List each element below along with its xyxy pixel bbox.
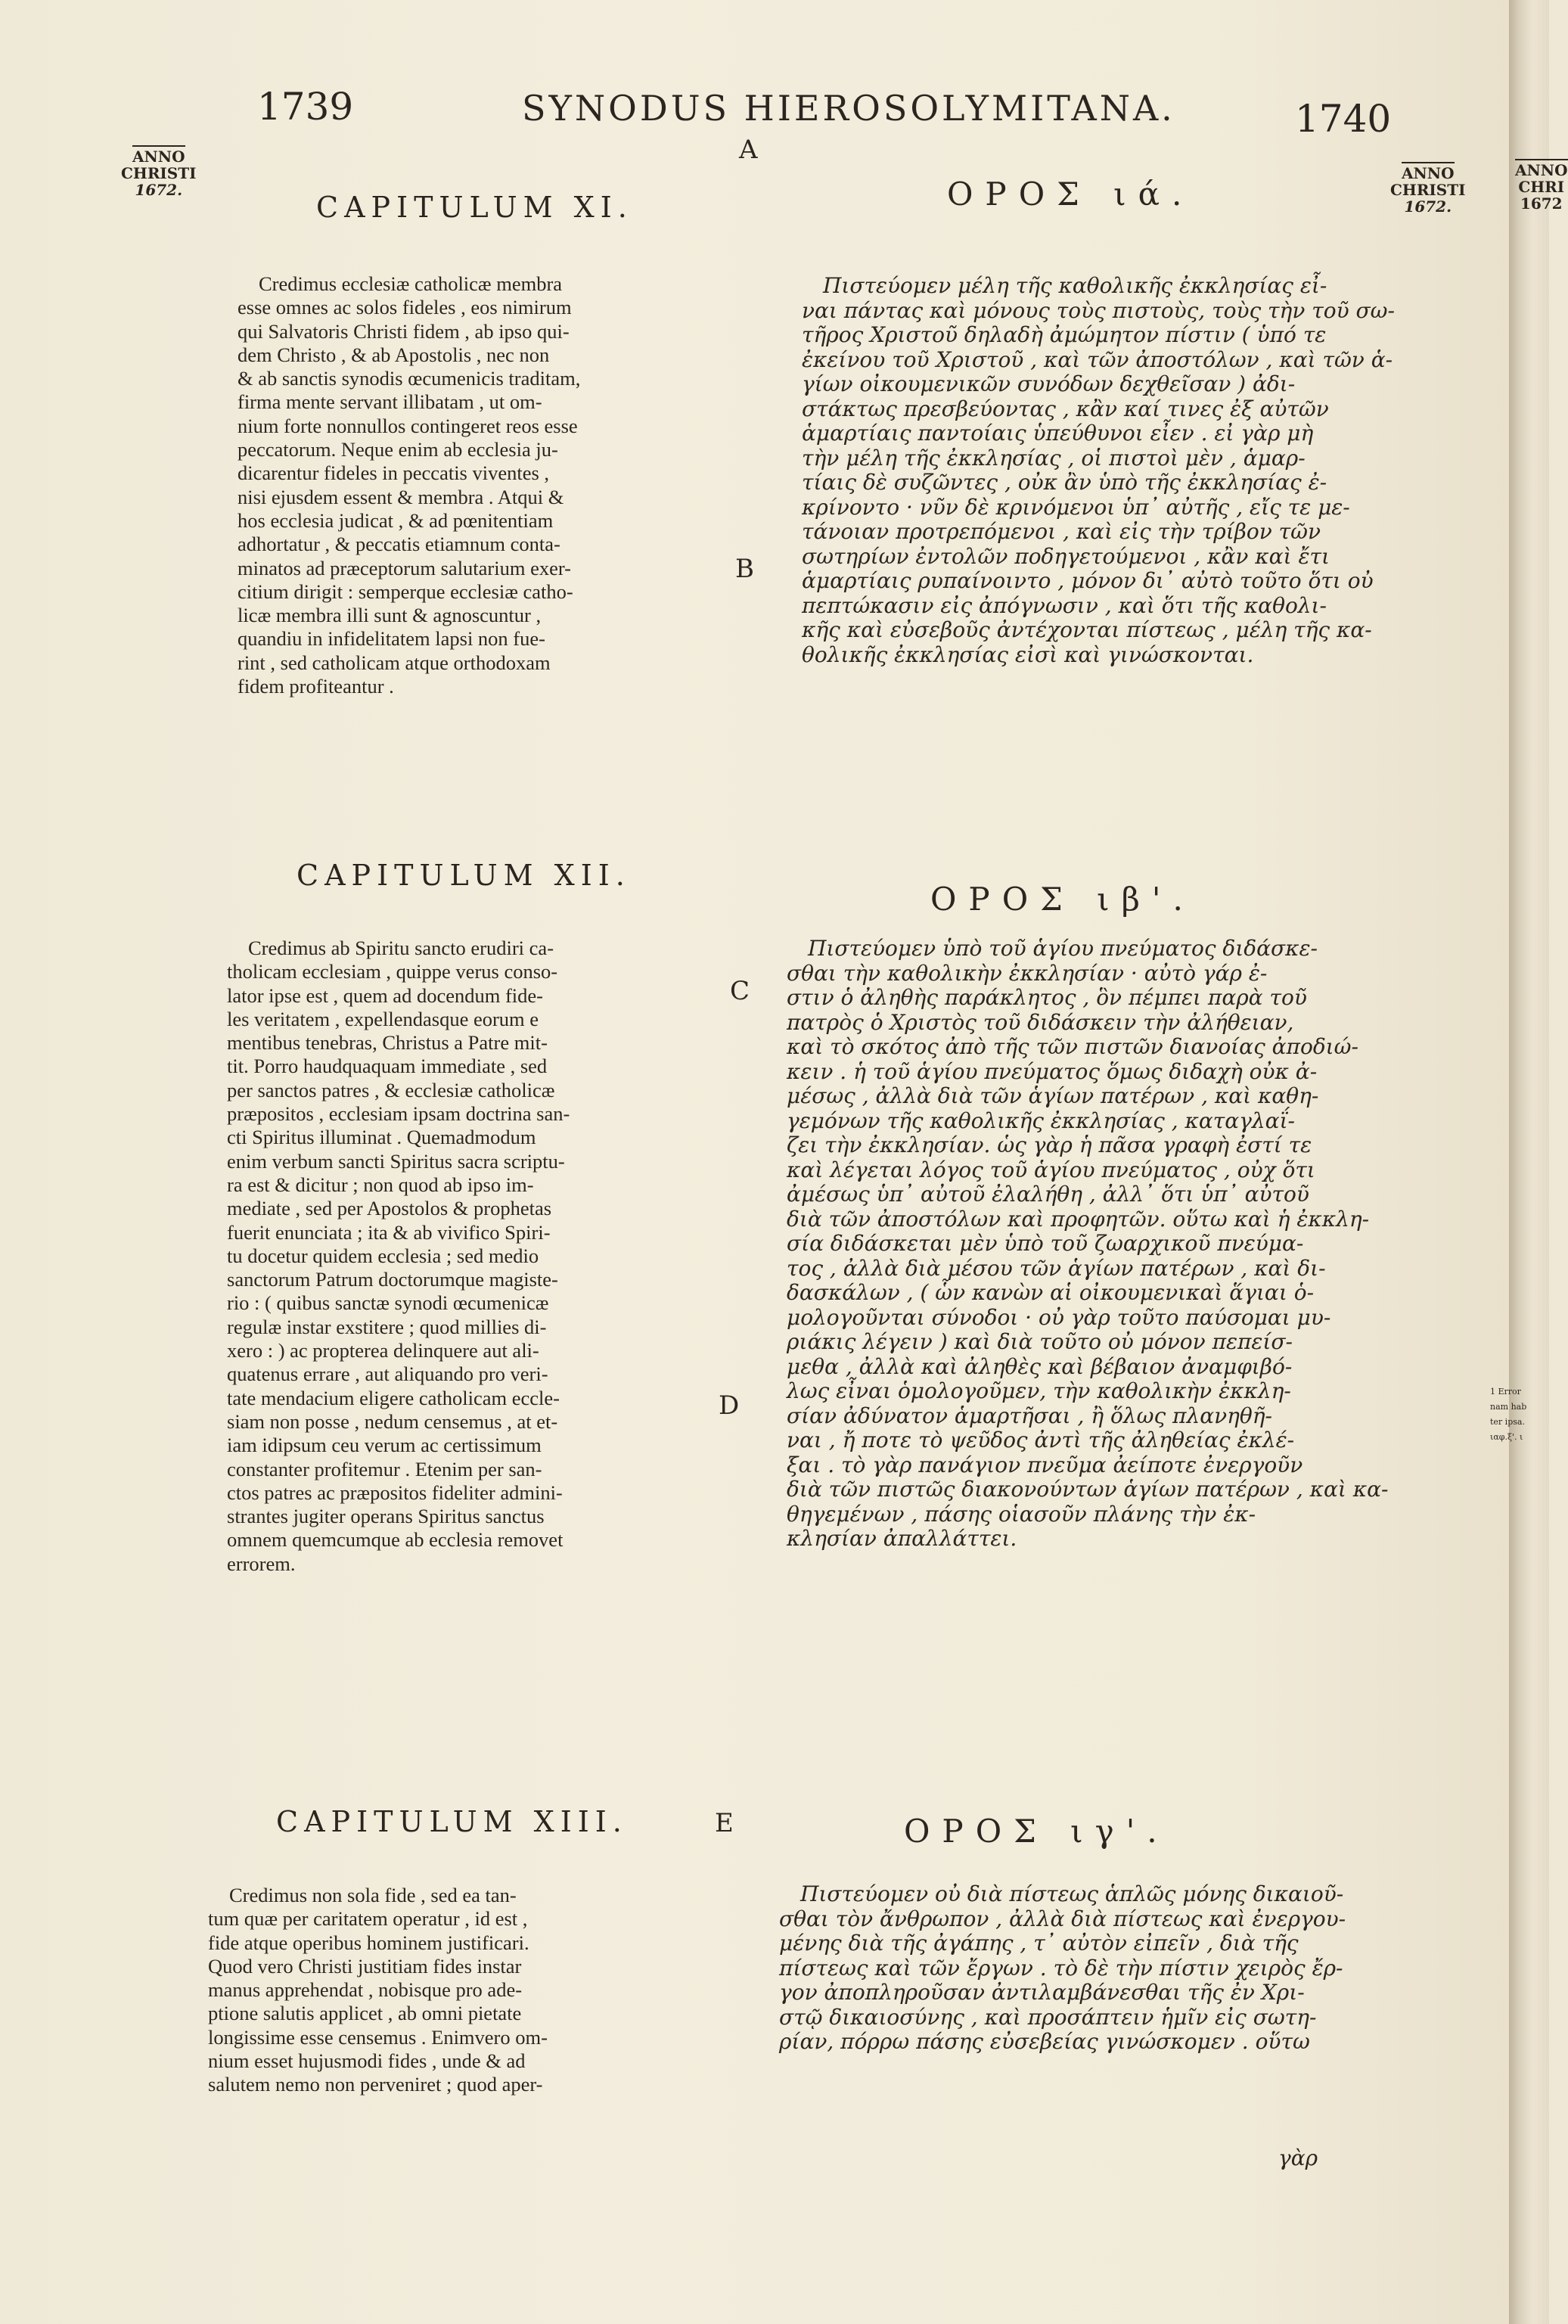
latin-cap11-line: nisi ejusdem essent & membra . Atqui &: [238, 485, 564, 508]
greek-oros13-line: πίστεως καὶ τῶν ἔργων . τὸ δὲ τὴν πίστιν χειρὸς ἔρ-: [779, 1955, 1343, 1981]
latin-cap12-line: per sanctos patres , & ecclesiæ catholicæ: [227, 1078, 555, 1101]
latin-cap12-line: præpositos , ecclesiam ipsam doctrina san-: [227, 1102, 570, 1126]
anno-christi-left: ANNO CHRISTI 1672.: [121, 145, 196, 198]
greek-oros12-line: διὰ τῶν ἀποστόλων καὶ προφητῶν. οὕτω καὶ ἡ ἐκκλη-: [787, 1206, 1370, 1232]
latin-cap12-line: quatenus errare , aut aliquando pro veri-: [227, 1362, 548, 1386]
marker-b: B: [735, 554, 754, 584]
greek-oros12-line: σθαι τὴν καθολικὴν ἐκκλησίαν · αὐτὸ γάρ ἐ-: [787, 960, 1268, 986]
latin-cap12-line: siam non posse , nedum censemus , at et-: [227, 1409, 558, 1433]
latin-cap12-line: tholicam ecclesiam , quippe verus conso-: [227, 960, 558, 983]
greek-oros12-line: σία διδάσκεται μὲν ὑπὸ τοῦ ζωαρχικοῦ πνεύμα-: [787, 1231, 1304, 1256]
heading-oros-12: ΟΡΟΣ ιβ'.: [930, 881, 1195, 918]
greek-oros11-line: τάνοιαν προτρεπόμενοι , καὶ εἰς τὴν τρίβον τῶν: [802, 519, 1321, 544]
latin-cap12-line: tu docetur quidem ecclesia ; sed medio: [227, 1244, 539, 1267]
greek-oros12-line: στιν ὁ ἀληθὴς παράκλητος , ὃν πέμπει παρὰ τοῦ: [787, 985, 1307, 1010]
greek-oros11-line: κῆς καὶ εὐσεβοῦς ἀντέχονται πίστεως , μέλη τῆς κα-: [802, 617, 1372, 642]
greek-oros12-line: ἀμέσως ὑπ᾽ αὐτοῦ ἐλαλήθη , ἀλλ᾽ ὅτι ὑπ᾽ αὐτοῦ: [787, 1182, 1309, 1207]
latin-cap11-line: nium forte nonnullos contingeret reos esse: [238, 414, 578, 437]
latin-cap13-line: fide atque operibus hominem justificari.: [208, 1931, 529, 1954]
latin-cap11-line: firma mente servant illibatam , ut om-: [238, 390, 542, 414]
greek-oros11-line: ἁμαρτίαις ρυπαίνοιντο , μόνον δι᾽ αὐτὸ τοῦτο ὅτι οὐ: [802, 568, 1374, 593]
greek-oros12-line: θηγεμένων , πάσης οἱασοῦν πλάνης τὴν ἐκ-: [787, 1501, 1256, 1527]
greek-oros12-line: δασκάλων , ( ὧν κανὼν αἱ οἰκουμενικαὶ ἅγιαι ὁ-: [787, 1280, 1315, 1305]
marker-e: E: [715, 1808, 734, 1838]
heading-capitulum-xiii: CAPITULUM XIII.: [276, 1805, 628, 1838]
greek-oros11-line: ἐκείνου τοῦ Χριστοῦ , καὶ τῶν ἀποστόλων , καὶ τῶν ἁ-: [802, 346, 1393, 372]
latin-cap11-line: quandiu in infidelitatem lapsi non fue-: [238, 627, 545, 651]
greek-oros13-line: Πιστεύομεν οὐ διὰ πίστεως ἁπλῶς μόνης δικαιοῦ-: [800, 1881, 1344, 1906]
latin-cap13-line: manus apprehendat , nobisque pro ade-: [208, 1978, 523, 2002]
greek-oros12-line: γεμόνων τῆς καθολικῆς ἐκκλησίας , καταγλαΐ-: [787, 1108, 1296, 1133]
running-title: SYNODUS HIEROSOLYMITANA.: [522, 88, 1175, 129]
greek-oros11-line: κρίνοντο · νῦν δὲ κρινόμενοι ὑπ᾽ αὐτῆς , εἴς τε με-: [802, 494, 1350, 520]
marker-c: C: [730, 976, 750, 1006]
latin-cap11-line: qui Salvatoris Christi fidem , ab ipso qui-: [238, 319, 570, 343]
greek-oros11-line: Πιστεύομεν μέλη τῆς καθολικῆς ἐκκλησίας εἶ-: [823, 273, 1327, 298]
greek-oros12-line: Πιστεύομεν ὑπὸ τοῦ ἁγίου πνεύματος διδάσκε-: [808, 936, 1318, 961]
greek-oros12-line: μέσως , ἀλλὰ διὰ τῶν ἁγίων πατέρων , καὶ καθη-: [787, 1083, 1319, 1108]
greek-text-oros12: [787, 937, 1399, 1552]
greek-oros11-line: θολικῆς ἐκκλησίας εἰσὶ καὶ γινώσκονται.: [802, 642, 1254, 667]
greek-oros12-line: κειν . ἡ τοῦ ἁγίου πνεύματος ὅμως διδαχὴ οὐκ ἀ-: [787, 1058, 1318, 1084]
latin-text-cap11: [238, 272, 725, 698]
latin-cap12-line: xero : ) ac propterea delinquere aut ali-: [227, 1339, 539, 1362]
page-number-right: 1740: [1295, 97, 1392, 141]
margin-note-line: nam hab: [1490, 1402, 1527, 1412]
greek-oros13-line: ρίαν, πόρρω πάσης εὐσεβείας γινώσκομεν . οὕτω: [779, 2029, 1310, 2054]
greek-oros11-line: στάκτως πρεσβεύοντας , κἂν καί τινες ἐξ αὐτῶν: [802, 396, 1329, 421]
greek-oros11-line: πεπτώκασιν εἰς ἀπόγνωσιν , καὶ ὅτι τῆς καθολι-: [802, 592, 1327, 618]
greek-text-oros11: [802, 274, 1407, 667]
anno-christi-right: ANNO CHRISTI 1672.: [1390, 162, 1465, 215]
latin-cap11-line: Credimus ecclesiæ catholicæ membra: [259, 272, 563, 295]
greek-oros13-line: μένης διὰ τῆς ἀγάπης , τ᾽ αὐτὸν εἰπεῖν , διὰ τῆς: [779, 1931, 1299, 1956]
latin-cap12-line: mentibus tenebras, Christus a Patre mit-: [227, 1031, 548, 1055]
greek-oros11-line: τὴν μέλη τῆς ἐκκλησίας , οἱ πιστοὶ μὲν , ἁμαρ-: [802, 445, 1306, 471]
latin-cap11-line: & ab sanctis synodis œcumenicis traditam,: [238, 367, 581, 390]
latin-cap12-line: strantes jugiter operans Spiritus sanctus: [227, 1505, 545, 1528]
book-spine: [1509, 0, 1568, 2324]
spine-anno: ANNO CHRI 1672: [1515, 159, 1568, 212]
latin-cap11-line: dem Christo , & ab Apostolis , nec non: [238, 343, 550, 366]
page-number-left: 1739: [257, 85, 354, 129]
heading-oros-13: ΟΡΟΣ ιγ'.: [904, 1813, 1169, 1850]
latin-cap12-line: iam idipsum ceu verum ac certissimum: [227, 1434, 542, 1457]
latin-cap12-line: regulæ instar exstitere ; quod millies di-: [227, 1315, 547, 1338]
greek-oros13-line: γον ἀποπληροῦσαν ἀντιλαμβάνεσθαι τῆς ἐν Χρι-: [779, 1980, 1305, 2005]
latin-cap12-line: les veritatem , expellendasque eorum e: [227, 1007, 539, 1030]
greek-oros12-line: τος , ἀλλὰ διὰ μέσου τῶν ἁγίων πατέρων , καὶ δι-: [787, 1255, 1326, 1281]
latin-cap12-line: ctos patres ac præpositos fideliter admini-: [227, 1480, 563, 1504]
latin-text-cap12: [227, 937, 715, 1576]
latin-cap12-line: Credimus ab Spiritu sancto erudiri ca-: [248, 937, 554, 959]
latin-cap13-line: Quod vero Christi justitiam fides instar: [208, 1954, 522, 1978]
latin-text-cap13: [208, 1884, 700, 2097]
margin-note-line: 1 Error: [1490, 1387, 1521, 1397]
margin-note-line: ter ipsa.: [1490, 1417, 1525, 1427]
greek-oros13-line: στῷ δικαιοσύνης , καὶ προσάπτειν ἡμῖν εἰς σωτη-: [779, 2004, 1317, 2030]
greek-oros11-line: σωτηρίων ἐντολῶν ποδηγετούμενοι , κἂν καὶ ἔτι: [802, 543, 1330, 569]
latin-cap12-line: fuerit enunciata ; ita & ab vivifico Spiri-: [227, 1220, 551, 1244]
latin-cap13-line: salutem nemo non perveniret ; quod aper-: [208, 2073, 543, 2096]
latin-cap11-line: peccatorum. Neque enim ab ecclesia ju-: [238, 438, 558, 461]
latin-cap12-line: rio : ( quibus sanctæ synodi œcumenicæ: [227, 1291, 549, 1315]
greek-oros12-line: ξαι . τὸ γὰρ πανάγιον πνεῦμα ἀείποτε ἐνεργοῦν: [787, 1452, 1303, 1477]
greek-oros12-line: κλησίαν ἀπαλλάττει.: [787, 1526, 1017, 1551]
latin-cap11-line: minatos ad præceptorum salutarium exer-: [238, 556, 572, 579]
margin-notes: [1490, 1384, 1526, 1445]
latin-cap12-line: sanctorum Patrum doctorumque magiste-: [227, 1268, 558, 1291]
latin-cap12-line: cti Spiritus illuminat . Quemadmodum: [227, 1126, 536, 1149]
latin-cap11-line: esse omnes ac solos fideles , eos nimirum: [238, 296, 572, 319]
latin-cap11-line: dicarentur fideles in peccatis viventes ,: [238, 461, 550, 485]
greek-oros11-line: ἁμαρτίαις παντοίαις ὑπεύθυνοι εἶεν . εἰ γὰρ μὴ: [802, 421, 1314, 446]
heading-oros-11: ΟΡΟΣ ιά.: [947, 176, 1194, 213]
greek-oros12-line: μεθα , ἀλλὰ καὶ ἀληθὲς καὶ βέβαιον ἀναμφιβό-: [787, 1353, 1293, 1379]
greek-oros12-line: λως εἶναι ὁμολογοῦμεν, τὴν καθολικὴν ἐκκλη-: [787, 1378, 1291, 1403]
latin-cap11-line: licæ membra illi sunt & agnoscuntur ,: [238, 604, 542, 627]
greek-oros12-line: ζει τὴν ἐκκλησίαν. ὡς γὰρ ἡ πᾶσα γραφὴ ἐστί τε: [787, 1132, 1312, 1157]
latin-cap12-line: omnem quemcumque ab ecclesia removet: [227, 1528, 564, 1552]
greek-oros12-line: σίαν ἀδύνατον ἁμαρτῆσαι , ἢ ὅλως πλανηθῆ-: [787, 1403, 1272, 1428]
greek-oros12-line: πατρὸς ὁ Χριστὸς τοῦ διδάσκειν τὴν ἀλήθειαν,: [787, 1009, 1294, 1035]
latin-cap12-line: tate mendacium eligere catholicam eccle-: [227, 1386, 560, 1409]
latin-cap13-line: Credimus non sola fide , sed ea tan-: [229, 1884, 517, 1906]
greek-oros11-line: τῆρος Χριστοῦ δηλαδὴ ἀμώμητον πίστιν ( ὑπό τε: [802, 322, 1327, 347]
latin-cap13-line: longissime esse censemus . Enimvero om-: [208, 2025, 548, 2049]
marker-a: A: [739, 135, 758, 165]
latin-cap12-line: errorem.: [227, 1552, 296, 1575]
latin-cap11-line: rint , sed catholicam atque orthodoxam: [238, 651, 551, 674]
heading-capitulum-xi: CAPITULUM XI.: [316, 191, 633, 224]
greek-oros12-line: διὰ τῶν πιστῶς διακονούντων ἁγίων πατέρων , καὶ κα-: [787, 1477, 1389, 1502]
greek-oros12-line: καὶ λέγεται λόγος τοῦ ἁγίου πνεύματος , οὐχ ὅτι: [787, 1157, 1315, 1182]
greek-oros13-line: σθαι τὸν ἄνθρωπον , ἀλλὰ διὰ πίστεως καὶ ἐνεργου-: [779, 1906, 1346, 1931]
latin-cap12-line: lator ipse est , quem ad docendum fide-: [227, 983, 543, 1007]
latin-cap12-line: ra est & dicitur ; non quod ab ipso im-: [227, 1173, 534, 1196]
marker-d: D: [719, 1390, 740, 1421]
heading-capitulum-xii: CAPITULUM XII.: [297, 859, 631, 892]
latin-cap13-line: ptione salutis applicet , ab omni pietate: [208, 2002, 522, 2025]
greek-oros12-line: μολογοῦνται σύνοδοι · οὐ γὰρ τοῦτο παύσομαι μυ-: [787, 1304, 1331, 1330]
latin-cap12-line: enim verbum sancti Spiritus sacra scriptu-: [227, 1149, 565, 1173]
latin-cap13-line: tum quæ per caritatem operatur , id est ,: [208, 1907, 528, 1931]
latin-cap11-line: adhortatur , & peccatis etiamnum conta-: [238, 533, 560, 556]
greek-oros12-line: ναι , ἤ ποτε τὸ ψεῦδος ἀντὶ τῆς ἀληθείας ἐκλέ-: [787, 1428, 1295, 1452]
latin-cap12-line: mediate , sed per Apostolos & prophetas: [227, 1197, 552, 1220]
catchword: γὰρ: [1278, 2145, 1318, 2170]
latin-cap12-line: tit. Porro haudquaquam immediate , sed: [227, 1055, 548, 1078]
greek-oros11-line: γίων οἰκουμενικῶν συνόδων δεχθεῖσαν ) ἀδι-: [802, 371, 1296, 396]
margin-note-line: ιαφ.ξ'. ι: [1490, 1432, 1523, 1442]
latin-cap11-line: hos ecclesia judicat , & ad pœnitentiam: [238, 508, 554, 532]
greek-text-oros13: [779, 1882, 1399, 2055]
latin-cap11-line: fidem profiteantur .: [238, 675, 394, 698]
greek-oros11-line: τίαις δὲ συζῶντες , οὐκ ἂν ὑπὸ τῆς ἐκκλησίας ἐ-: [802, 470, 1327, 495]
greek-oros12-line: καὶ τὸ σκότος ἀπὸ τῆς τῶν πιστῶν διανοίας ἀποδιώ-: [787, 1034, 1358, 1059]
latin-cap13-line: nium esset hujusmodi fides , unde & ad: [208, 2049, 526, 2073]
latin-cap11-line: citium dirigit : semperque ecclesiæ catho-: [238, 579, 573, 603]
latin-cap12-line: constanter profitemur . Etenim per san-: [227, 1457, 542, 1480]
greek-oros11-line: ναι πάντας καὶ μόνους τοὺς πιστοὺς, τοὺς τὴν τοῦ σω-: [802, 297, 1395, 323]
greek-oros12-line: ριάκις λέγειν ) καὶ διὰ τοῦτο οὐ μόνον πεπείσ-: [787, 1329, 1293, 1354]
